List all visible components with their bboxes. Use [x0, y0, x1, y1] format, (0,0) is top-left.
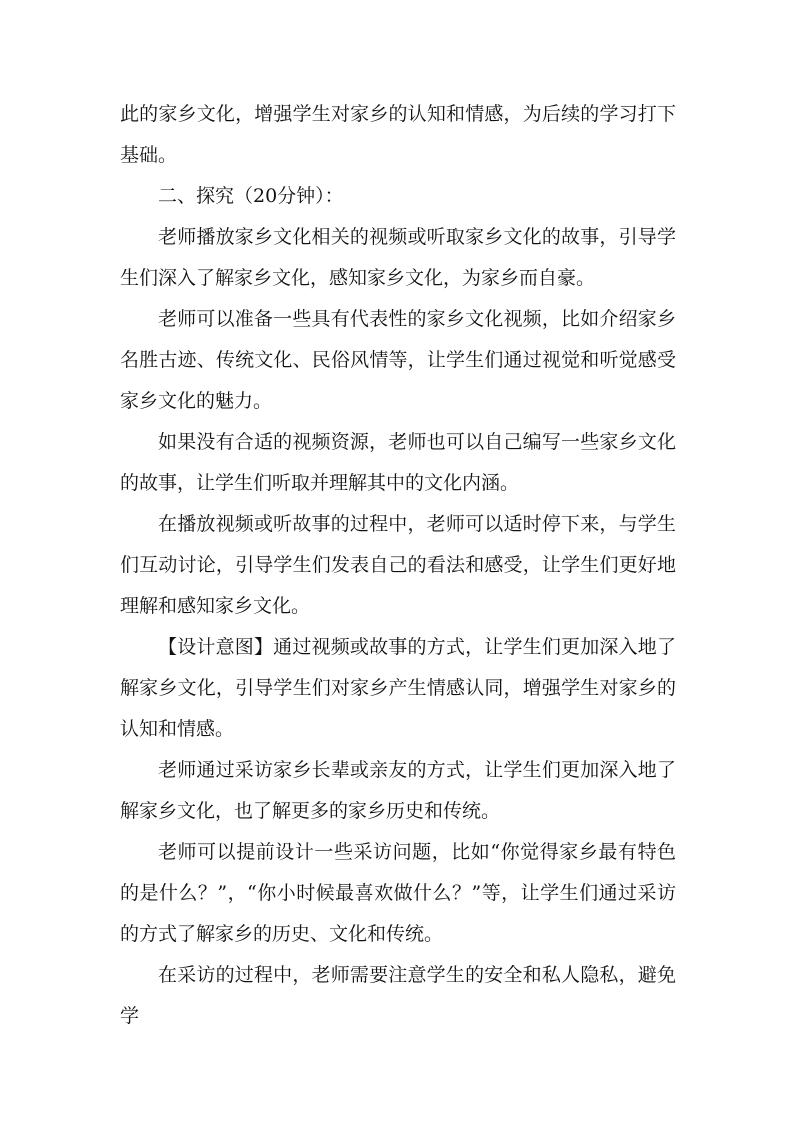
- paragraph-4: 老师可以准备一些具有代表性的家乡文化视频，比如介绍家乡名胜古迹、传统文化、民俗风情等，让学生们通过视觉和听觉感受家乡文化的魅力。: [120, 308, 676, 412]
- paragraph-9: 老师可以提前设计一些采访问题，比如“你觉得家乡最有特色的是什么？”，“你小时候最喜欢做什么？”等，让学生们通过采访的方式了解家乡的历史、文化和传统。: [120, 841, 676, 945]
- design-intent-paragraph: 【设计意图】通过视频或故事的方式，让学生们更加深入地了解家乡文化，引导学生们对家乡产生情感认同，增强学生对家乡的认知和情感。: [120, 636, 676, 740]
- paragraph-3: 老师播放家乡文化相关的视频或听取家乡文化的故事，引导学生们深入了解家乡文化，感知家乡文化，为家乡而自豪。: [120, 226, 676, 289]
- paragraph-6: 在播放视频或听故事的过程中，老师可以适时停下来，与学生们互动讨论，引导学生们发表自己的看法和感受，让学生们更好地理解和感知家乡文化。: [120, 513, 676, 617]
- paragraph-1: 此的家乡文化，增强学生对家乡的认知和情感，为后续的学习打下基础。: [120, 103, 676, 166]
- paragraph-5: 如果没有合适的视频资源，老师也可以自己编写一些家乡文化的故事，让学生们听取并理解其中的文化内涵。: [120, 431, 676, 494]
- paragraph-10: 在采访的过程中，老师需要注意学生的安全和私人隐私，避免学: [120, 964, 676, 1027]
- paragraph-8: 老师通过采访家乡长辈或亲友的方式，让学生们更加深入地了解家乡文化，也了解更多的家乡历史和传统。: [120, 759, 676, 822]
- document-body: [120, 94, 676, 1037]
- section-heading-explore: 二、探究（20分钟）：: [158, 185, 344, 207]
